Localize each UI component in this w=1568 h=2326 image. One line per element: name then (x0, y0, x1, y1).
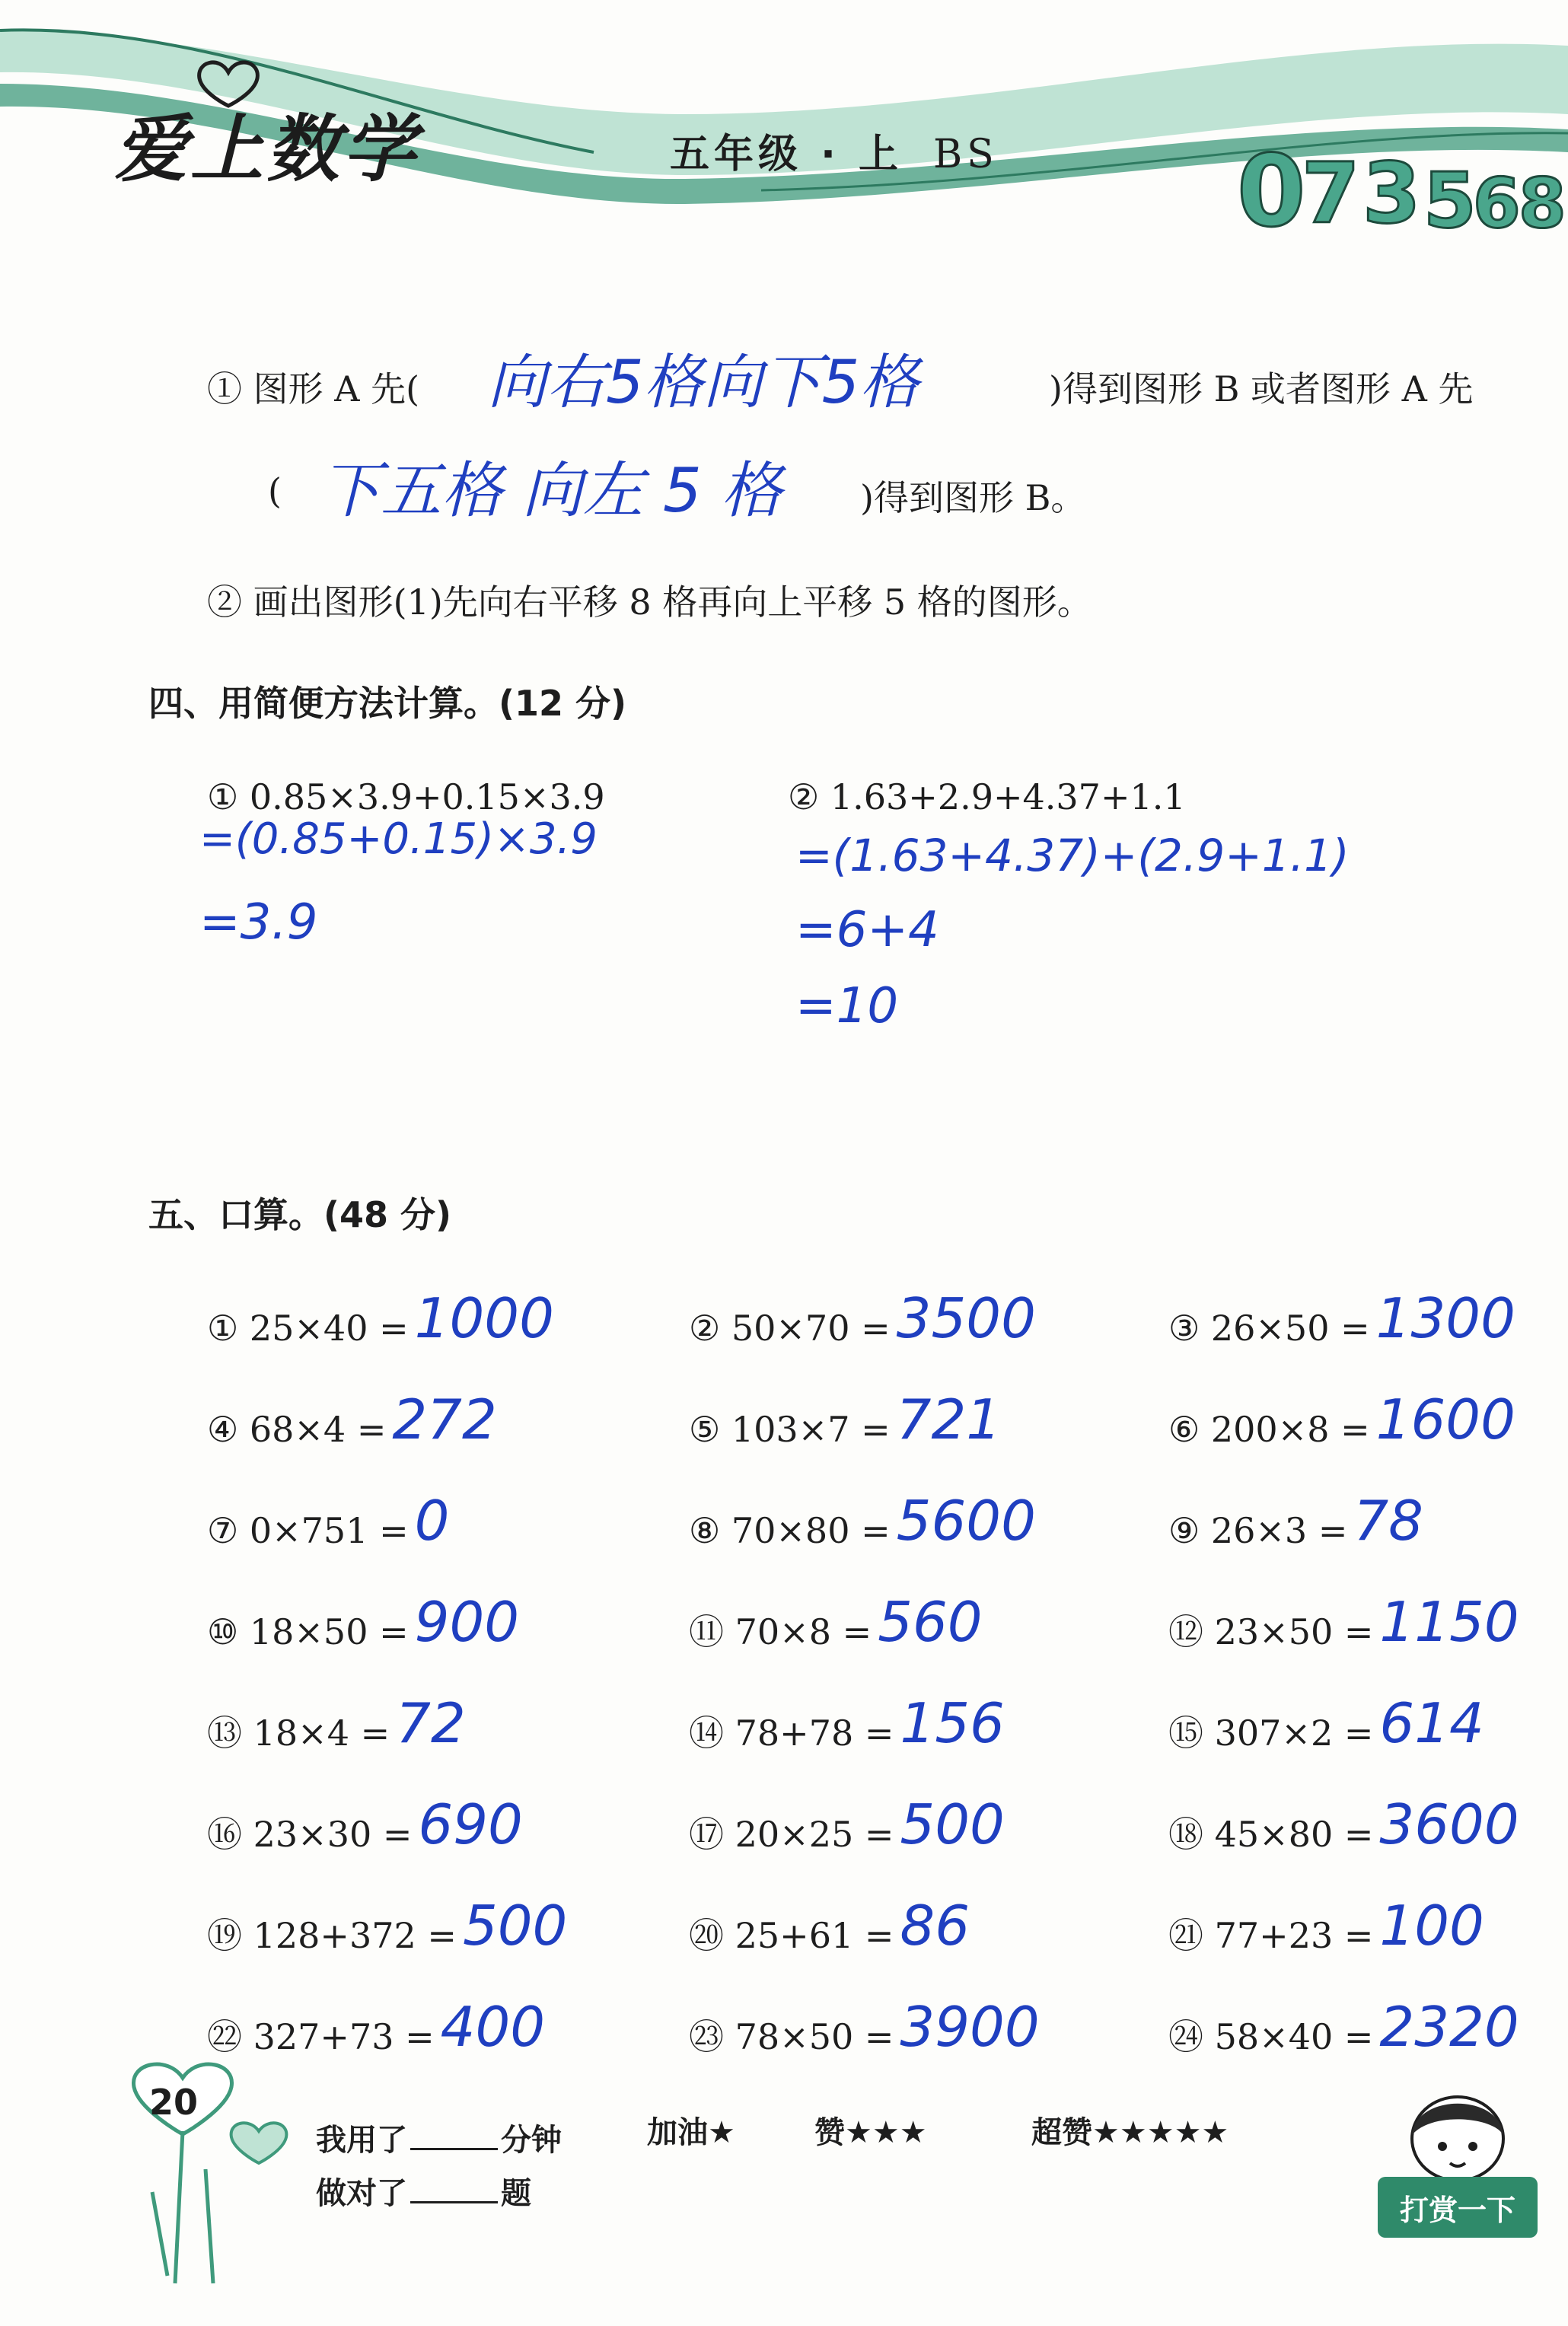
oral-question: ㉓ 78×50 = (689, 2016, 894, 2057)
edition-label: BS (932, 132, 999, 177)
page-number: 20 (149, 2082, 199, 2123)
oral-answer: 0 (414, 1489, 450, 1553)
oral-question: ⑬ 18×4 = (207, 1713, 390, 1754)
oral-item (689, 1388, 1001, 1451)
oral-item (207, 1590, 519, 1654)
rating-jiayou: 加油★ (647, 2115, 735, 2150)
oral-item (1168, 1691, 1484, 1756)
correct-count-line (316, 2169, 531, 2213)
oral-item (689, 1894, 970, 1958)
oral-question: ⑰ 20×25 = (689, 1814, 894, 1855)
oral-answer: 3900 (900, 1995, 1040, 2059)
oral-answer: 156 (900, 1691, 1005, 1755)
oral-answer: 1000 (414, 1286, 554, 1350)
oral-question: ⑯ 23×30 = (207, 1814, 413, 1855)
s4-problem2-step1: =(1.63+4.37)+(2.9+1.1) (795, 830, 1350, 881)
oral-question: ⑥ 200×8 = (1168, 1409, 1370, 1450)
s4-problem2-step2: =6+4 (795, 902, 939, 958)
oral-item (689, 1590, 983, 1655)
cartoon-girl-icon (1385, 2070, 1530, 2184)
oral-answer: 2320 (1379, 1995, 1519, 2059)
q3-1-answer2: 下五格 向左 5 格 (320, 455, 782, 526)
rating-chaozan: 超赞★★★★★ (1031, 2115, 1229, 2150)
oral-question: ① 25×40 = (207, 1308, 409, 1349)
time-used-blank (410, 2148, 498, 2150)
oral-item (207, 1286, 554, 1350)
oral-question: ⑳ 25+61 = (689, 1915, 894, 1956)
oral-question: ⑦ 0×751 = (207, 1510, 409, 1551)
oral-answer: 3600 (1379, 1792, 1519, 1856)
oral-answer: 400 (440, 1995, 546, 2059)
oral-answer: 500 (900, 1792, 1005, 1856)
correct-blank (410, 2201, 498, 2203)
oral-question: ③ 26×50 = (1168, 1308, 1370, 1349)
oral-question: ⑭ 78+78 = (689, 1713, 894, 1754)
oral-answer: 86 (900, 1894, 970, 1958)
grade-label (670, 122, 999, 179)
oral-item (207, 1691, 466, 1756)
oral-item (207, 1489, 449, 1553)
oral-item (689, 1995, 1040, 2060)
section5-title: 五、口算。(48 分) (148, 1194, 452, 1235)
oral-answer: 614 (1379, 1691, 1484, 1755)
oral-item (1168, 1995, 1519, 2060)
oral-answer: 100 (1379, 1894, 1484, 1958)
time-used-suffix: 分钟 (501, 2123, 562, 2158)
oral-item (689, 1792, 1005, 1857)
time-used-line (316, 2116, 562, 2159)
oral-item (689, 1691, 1005, 1756)
oral-item (207, 1894, 567, 1958)
correct-prefix: 做对了 (316, 2176, 407, 2211)
s4-problem1-step1: =(0.85+0.15)×3.9 (199, 814, 598, 864)
oral-item (1168, 1792, 1519, 1857)
s4-problem2-question: ② 1.63+2.9+4.37+1.1 (788, 776, 1186, 817)
deco-digit: 5 (1423, 156, 1477, 245)
oral-question: ⑫ 23×50 = (1168, 1611, 1374, 1652)
oral-question: ⑧ 70×80 = (689, 1510, 891, 1551)
q3-1-part3: )得到图形 B。 (860, 477, 1086, 518)
oral-answer: 78 (1353, 1489, 1423, 1553)
deco-digit: 3 (1362, 145, 1421, 242)
s4-problem2-step3: =10 (795, 978, 899, 1034)
oral-question: ② 50×70 = (689, 1308, 891, 1349)
oral-item (1168, 1286, 1515, 1350)
s4-problem1-question: ① 0.85×3.9+0.15×3.9 (207, 776, 605, 817)
s4-problem1-step2: =3.9 (199, 894, 318, 951)
oral-answer: 1150 (1379, 1590, 1519, 1654)
oral-question: ⑪ 70×8 = (689, 1611, 872, 1652)
oral-answer: 690 (418, 1792, 523, 1856)
oral-item (207, 1388, 497, 1451)
oral-answer: 900 (414, 1590, 520, 1654)
oral-item (689, 1286, 1036, 1350)
q3-2-text: ② 画出图形(1)先向右平移 8 格再向上平移 5 格的图形。 (207, 582, 1092, 623)
oral-answer: 3500 (896, 1286, 1036, 1350)
oral-item (1168, 1590, 1519, 1655)
oral-question: ⑤ 103×7 = (689, 1409, 891, 1450)
oral-item (207, 1792, 523, 1857)
oral-answer: 1600 (1375, 1388, 1515, 1451)
oral-item (1168, 1489, 1423, 1553)
oral-answer: 1300 (1375, 1286, 1515, 1350)
oral-item (1168, 1388, 1515, 1451)
oral-item (689, 1489, 1036, 1553)
oral-question: ⑲ 128+372 = (207, 1915, 457, 1956)
oral-answer: 72 (396, 1691, 466, 1755)
q3-1-open-paren: ( (268, 470, 282, 511)
grade-text: 五年级 · 上 (670, 132, 903, 177)
oral-question: ⑱ 45×80 = (1168, 1814, 1374, 1855)
oral-question: ㉑ 77+23 = (1168, 1915, 1374, 1956)
q3-1-part2: )得到图形 B 或者图形 A 先 (1049, 368, 1474, 409)
oral-answer: 5600 (896, 1489, 1036, 1553)
tip-button[interactable]: 打赏一下 (1378, 2177, 1538, 2238)
oral-answer: 560 (878, 1590, 983, 1654)
oral-answer: 500 (462, 1894, 568, 1958)
oral-question: ⑮ 307×2 = (1168, 1713, 1374, 1754)
section4-title: 四、用简便方法计算。(12 分) (148, 683, 627, 724)
deco-digit: 7 (1302, 145, 1360, 242)
oral-item (1168, 1894, 1484, 1958)
oral-question: ㉒ 327+73 = (207, 2016, 435, 2057)
q3-1-answer1: 向右5格向下5格 (487, 349, 919, 417)
oral-question: ⑩ 18×50 = (207, 1611, 409, 1652)
logo-text: 爱上数学 (114, 107, 419, 192)
time-used-prefix: 我用了 (316, 2123, 407, 2158)
correct-suffix: 题 (501, 2176, 531, 2211)
oral-question: ④ 68×4 = (207, 1409, 387, 1450)
q3-1-part1: ① 图形 A 先( (207, 368, 420, 409)
deco-digit: 6 (1473, 164, 1521, 244)
deco-digit: 0 (1237, 133, 1306, 249)
oral-answer: 721 (896, 1388, 1002, 1451)
oral-question: ⑨ 26×3 = (1168, 1510, 1348, 1551)
rating-zan: 赞★★★ (814, 2115, 927, 2150)
deco-digit: 8 (1519, 164, 1566, 244)
oral-answer: 272 (392, 1388, 497, 1451)
oral-item (207, 1995, 545, 2060)
oral-question: ㉔ 58×40 = (1168, 2016, 1374, 2057)
